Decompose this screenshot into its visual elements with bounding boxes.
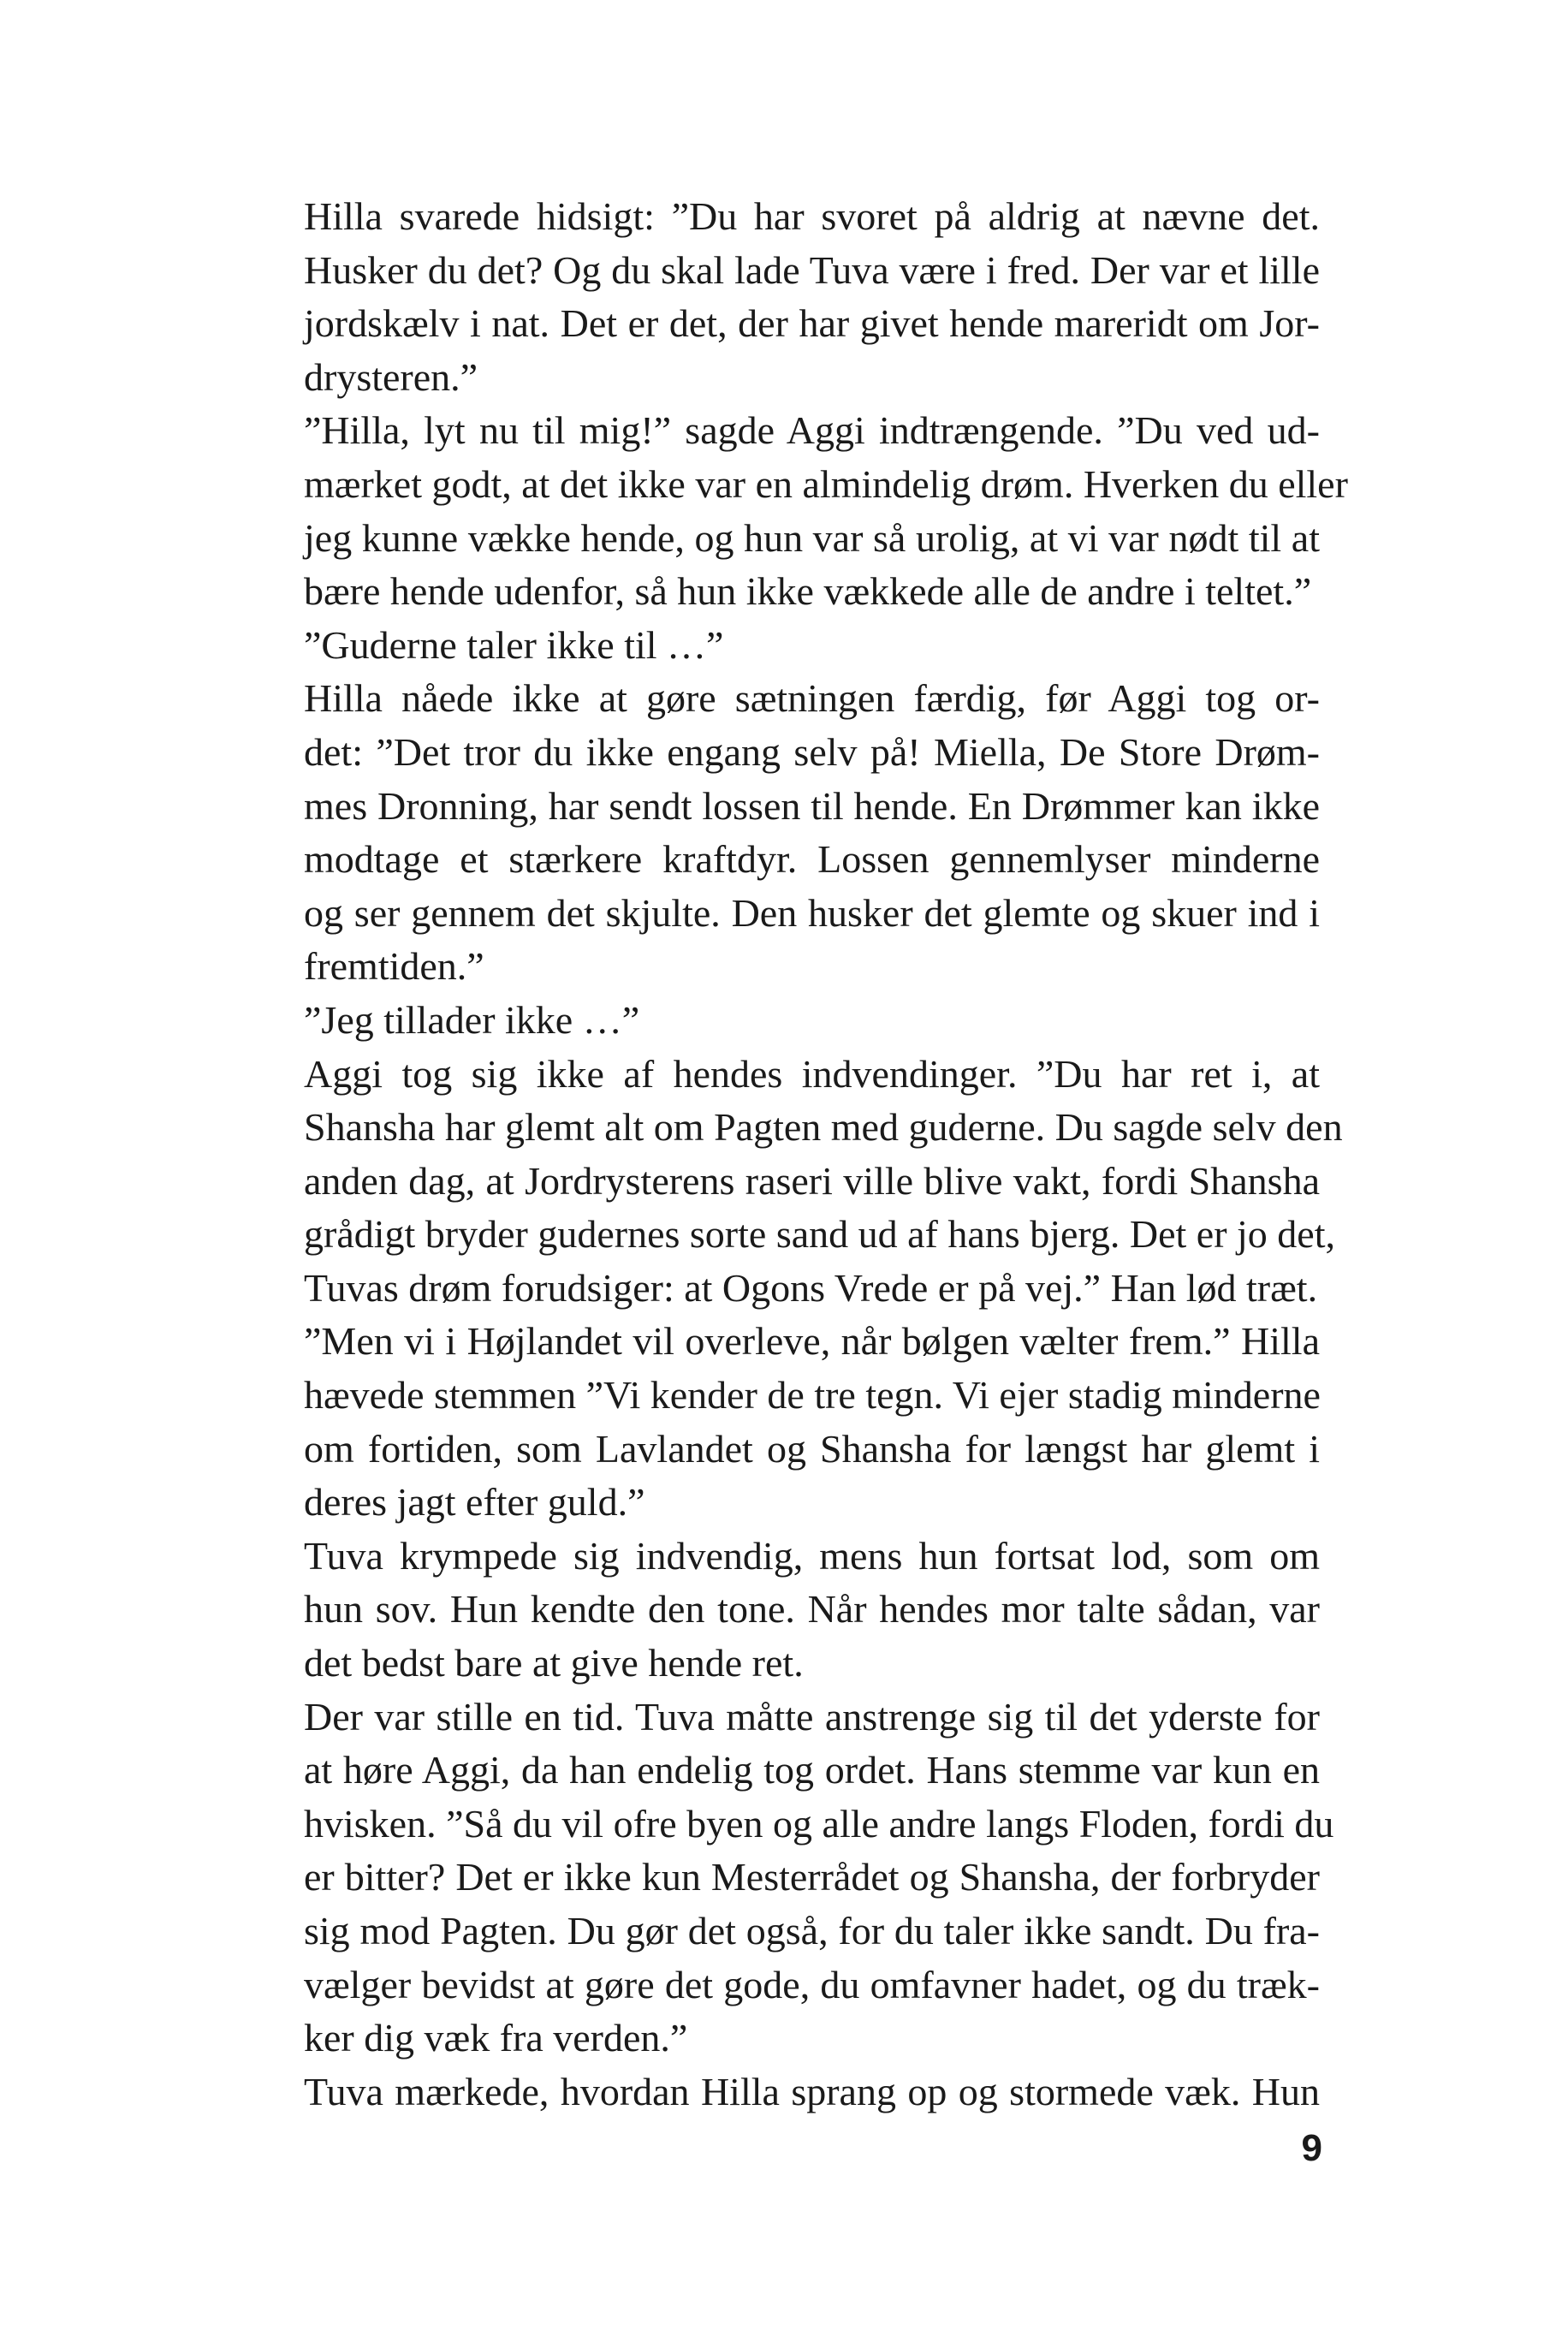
text-line: Husker du det? Og du skal lade Tuva være i fred. Der var et lille [304, 247, 1320, 292]
text-line: vælger bevidst at gøre det gode, du omfavner hadet, og du træk- [304, 1962, 1320, 2006]
text-line: Aggi tog sig ikke af hendes indvendinger. ”Du har ret i, at [304, 1051, 1320, 1096]
text-line: sig mod Pagten. Du gør det også, for du taler ikke sandt. Du fra- [304, 1909, 1320, 1953]
text-line: Hilla nåede ikke at gøre sætningen færdig, før Aggi tog or- [304, 676, 1320, 721]
text-line: ”Guderne taler ikke til …” [304, 622, 724, 667]
text-line: Der var stille en tid. Tuva måtte anstrenge sig til det yderste for [304, 1694, 1320, 1739]
text-line: ker dig væk fra verden.” [304, 2016, 688, 2060]
text-line: ”Hilla, lyt nu til mig!” sagde Aggi indtrængende. ”Du ved ud- [304, 408, 1320, 453]
text-line: at høre Aggi, da han endelig tog ordet. Hans stemme var kun en [304, 1748, 1320, 1792]
page-number: 9 [1301, 2127, 1322, 2169]
text-line: Hilla svarede hidsigt: ”Du har svoret på aldrig at nævne det. [304, 194, 1320, 238]
text-line: Shansha har glemt alt om Pagten med guderne. Du sagde selv den [304, 1105, 1343, 1150]
text-line: anden dag, at Jordrysterens raseri ville blive vakt, fordi Shansha [304, 1158, 1320, 1203]
text-line: drysteren.” [304, 354, 478, 399]
text-line: hun sov. Hun kendte den tone. Når hendes mor talte sådan, var [304, 1587, 1320, 1632]
text-line: er bitter? Det er ikke kun Mesterrådet og Shansha, der forbryder [304, 1855, 1320, 1899]
text-line: modtage et stærkere kraftdyr. Lossen gennemlyser minderne [304, 837, 1320, 882]
text-line: og ser gennem det skjulte. Den husker det glemte og skuer ind i [304, 890, 1320, 935]
text-line: om fortiden, som Lavlandet og Shansha for længst har glemt i [304, 1426, 1320, 1471]
text-line: grådigt bryder gudernes sorte sand ud af hans bjerg. Det er jo det, [304, 1212, 1336, 1257]
text-line: det bedst bare at give hende ret. [304, 1641, 804, 1685]
text-line: fremtiden.” [304, 944, 484, 989]
text-line: mærket godt, at det ikke var en almindelig drøm. Hverken du eller [304, 461, 1348, 506]
text-line: ”Jeg tillader ikke …” [304, 997, 640, 1042]
text-line: Tuva mærkede, hvordan Hilla sprang op og stormede væk. Hun [304, 2069, 1320, 2113]
text-line: deres jagt efter guld.” [304, 1480, 645, 1525]
text-line: Tuva krympede sig indvendig, mens hun fortsat lod, som om [304, 1533, 1320, 1578]
text-line: ”Men vi i Højlandet vil overleve, når bølgen vælter frem.” Hilla [304, 1319, 1320, 1364]
text-line: mes Dronning, har sendt lossen til hende. En Drømmer kan ikke [304, 783, 1320, 828]
text-line: Tuvas drøm forudsiger: at Ogons Vrede er på vej.” Han lød træt. [304, 1265, 1318, 1310]
text-line: hævede stemmen ”Vi kender de tre tegn. Vi ejer stadig minderne [304, 1373, 1321, 1418]
body-text [304, 190, 1348, 2119]
text-line: jordskælv i nat. Det er det, der har givet hende mareridt om Jor- [304, 301, 1320, 346]
text-line: hvisken. ”Så du vil ofre byen og alle andre langs Floden, fordi du [304, 1801, 1334, 1846]
text-line: bære hende udenfor, så hun ikke vækkede alle de andre i teltet.” [304, 569, 1312, 614]
text-line: jeg kunne vække hende, og hun var så urolig, at vi var nødt til at [304, 515, 1320, 560]
text-line: det: ”Det tror du ikke engang selv på! Miella, De Store Drøm- [304, 729, 1320, 774]
